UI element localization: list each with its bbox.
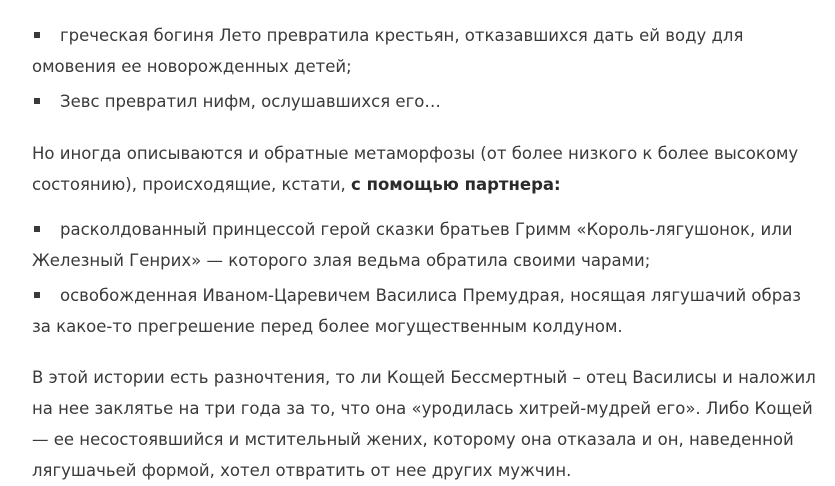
square-bullet-icon [34,292,40,298]
paragraph-bold-text: с помощью партнера: [351,175,561,194]
list-item-text: греческая богиня Лето превратила крестьян, отказавшихся дать ей воду для омовения ее новорожденных детей; [32,26,744,76]
metamorphosis-list [32,20,824,117]
list-item-text: Зевс превратил нифм, ослушавшихся его… [60,92,441,111]
list-item-text: освобожденная Иваном-Царевичем Василиса Премудрая, носящая лягушачий образ за какое-то прегрешение перед более могущественным колдуном. [32,286,802,336]
square-bullet-icon [34,226,40,232]
list-item [32,214,824,276]
paragraph: В этой истории есть разночтения, то ли Кощей Бессмертный – отец Василисы и наложил на нее заклятье на три года за то, что она «уродилась хитрей-мудрей его». Либо Кощей — ее несостоявшийся и мстительный жених, которому она отказала и он, наведенной лягушачьей формой, хотел отвратить от нее других мужчин. [32,368,816,480]
list-item [32,86,824,117]
list-item-text: расколдованный принцессой герой сказки братьев Гримм «Король-лягушонок, или Железный Генрих» — которого злая ведьма обратила своими чарами; [32,220,793,270]
list-item [32,280,824,342]
square-bullet-icon [34,98,40,104]
square-bullet-icon [34,32,40,38]
reverse-metamorphosis-list [32,214,824,342]
paragraph [32,138,824,200]
paragraph-text: Но иногда описываются и обратные метаморфозы (от более низкого к более высокому состоянию), происходящие, кстати, [32,144,799,194]
list-item [32,20,824,82]
